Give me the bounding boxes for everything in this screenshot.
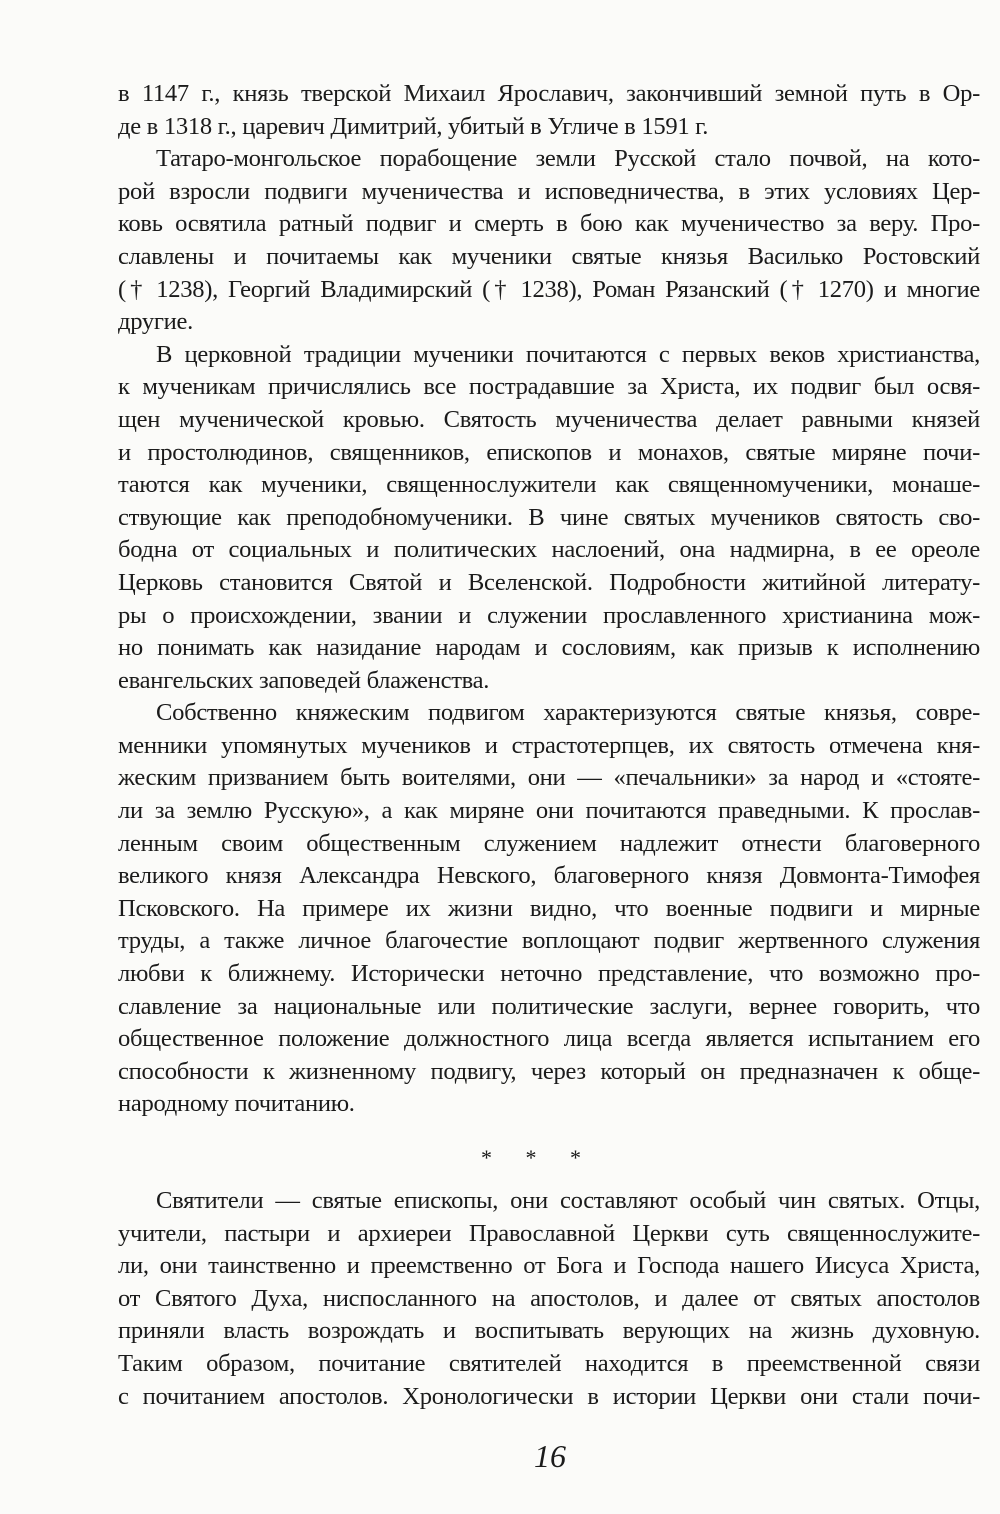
text-line: великого князя Александра Невского, благоверного князя Довмонта-Тимофея [118,862,980,890]
text-line: способности к жизненному подвигу, через который он предназначен к обще- [118,1057,980,1085]
text-line: труды, а также личное благочестие воплощают подвиг жертвенного служения [118,927,980,955]
text-line: В церковной традиции мученики почитаются с первых веков христианства, [156,340,980,368]
text-line: щен мученической кровью. Святость мученичества делает равными князей [118,405,980,433]
text-line: менники упомянутых мучеников и страстотерпцев, их святость отмечена кня- [118,731,980,759]
text-line: жеским призванием быть воителями, они — «печальники» за народ и «стояте- [118,764,980,792]
text-line: но понимать как назидание народам и сословиям, как призыв к исполнению [118,634,980,662]
second-text-block [118,1185,980,1413]
text-line: ленным своим общественным служением надлежит отнести благоверного [118,829,980,857]
text-line: к мученикам причислялись все пострадавшие за Христа, их подвиг был освя- [118,373,980,401]
text-line: де в 1318 г., царевич Димитрий, убитый в Угличе в 1591 г. [118,112,709,140]
text-line: другие. [118,308,193,336]
text-line: народному почитанию. [118,1090,355,1118]
text-line: бодна от социальных и политических наслоений, она надмирна, в ее ореоле [118,536,980,564]
text-line: ствующие как преподобномученики. В чине святых мучеников святость сво- [118,503,980,531]
text-line: ли, они таинственно и преемственно от Бога и Господа нашего Иисуса Христа, [118,1252,980,1280]
text-line: и простолюдинов, священников, епископов и монахов, святые миряне почи- [118,438,980,466]
text-line: († 1238), Георгий Владимирский († 1238), Роман Рязанский († 1270) и многие [118,275,980,303]
text-line: ры о происхождении, звании и служении прославленного христианина мож- [118,601,980,629]
section-separator: * * * [481,1145,595,1170]
page-number: 16 [534,1438,566,1474]
text-line: Псковского. На примере их жизни видно, что военные подвиги и мирные [118,894,980,922]
text-line: евангельских заповедей блаженства. [118,666,490,694]
text-line: с почитанием апостолов. Хронологически в истории Церкви они стали почи- [118,1382,980,1410]
text-line: любви к ближнему. Исторически неточно представление, что возможно про- [118,960,980,988]
text-line: Таким образом, почитание святителей находится в преемственной связи [118,1349,980,1377]
text-line: приняли власть возрождать и воспитывать верующих на жизнь духовную. [118,1317,980,1345]
text-line: Татаро-монгольское порабощение земли Русской стало почвой, на кото- [156,145,980,173]
text-line: от Святого Духа, ниспосланного на апостолов, и далее от святых апостолов [118,1284,980,1312]
text-line: Церковь становится Святой и Вселенской. Подробности житийной литерату- [118,568,980,596]
text-line: Собственно княжеским подвигом характеризуются святые князья, совре- [156,699,980,727]
text-line: общественное положение должностного лица всегда является испытанием его [118,1025,980,1053]
text-line: в 1147 г., князь тверской Михаил Ярославич, закончивший земной путь в Ор- [118,80,980,107]
text-line: Святители — святые епископы, они составляют особый чин святых. Отцы, [156,1187,980,1214]
text-line: рой взросли подвиги мученичества и исповедничества, в этих условиях Цер- [118,177,980,205]
text-line: учители, пастыри и архиереи Православной Церкви суть священнослужите- [118,1219,980,1247]
main-text-block [118,78,980,1121]
text-line: ли за землю Русскую», а как миряне они почитаются праведными. К прослав- [118,797,980,825]
text-line: славление за национальные или политические заслуги, вернее говорить, что [118,992,980,1020]
text-line: славлены и почитаемы как мученики святые князья Василько Ростовский [118,242,980,270]
text-line: таются как мученики, священнослужители как священномученики, монаше- [118,471,980,499]
text-line: ковь освятила ратный подвиг и смерть в бою как мученичество за веру. Про- [118,210,980,238]
